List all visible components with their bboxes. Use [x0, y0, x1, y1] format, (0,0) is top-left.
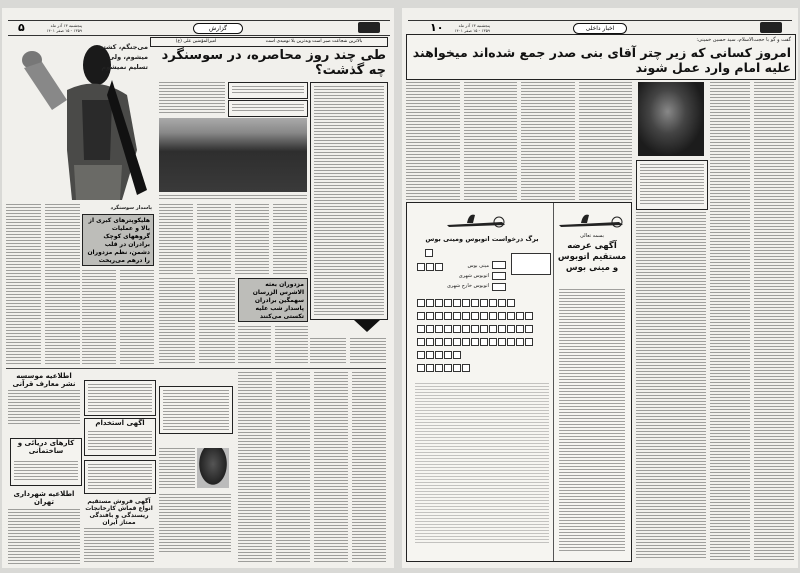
highlight-box: هلیکوپترهای کبری از بالا و عملیات گروههای کوچک برادران در قلب دشمن، نظم مزدوران را درهم می‌ریخت: [82, 214, 154, 266]
headline-box: [406, 34, 796, 80]
soldier-quote: می‌جنگم، کشته میشوم، ولی تسلیم نمیشوم: [99, 43, 148, 71]
ad-title: آگهی استخدام: [95, 419, 145, 427]
column-label: پاسدار سوسنگرد: [110, 205, 152, 211]
ad-employment: [84, 418, 156, 456]
notice-kicker: بسمه تعالی: [579, 233, 605, 239]
issue-date: پنجشنبه ۱۳ آذر ماه ۱۳۵۹ - ۱۵ صفر ۱۴۰۱: [46, 23, 82, 33]
quantity-input[interactable]: [492, 272, 506, 280]
article-text: [310, 338, 386, 364]
ad-box: [84, 380, 156, 416]
article-text: [636, 212, 706, 560]
notice-text: [559, 289, 625, 551]
quantity-input[interactable]: [492, 261, 506, 269]
article-text: [406, 82, 632, 200]
ad-box: [159, 386, 233, 434]
highlight-box: مزدوران بعثه الاشرس الزرسان سهمگین برادران پاسدار شب علیه تکستی می‌کنند: [238, 278, 308, 322]
request-grid: [417, 249, 443, 271]
ad-divider: [553, 203, 554, 561]
article-text: [159, 82, 225, 115]
ad-logo-icon: [447, 213, 507, 229]
form-box[interactable]: [425, 249, 433, 257]
section-label: گزارش: [193, 23, 243, 34]
article-text: [238, 326, 308, 364]
info-box: [228, 100, 308, 117]
newspaper-logo: [760, 22, 782, 33]
portrait-photo: [197, 448, 229, 488]
ad-title: اطلاعیه موسسه نشر معارف قرآنی: [12, 372, 76, 388]
office-use-box: [511, 253, 551, 275]
article-text: [710, 82, 794, 560]
ad-logo-icon: [559, 213, 625, 229]
notice-title: آگهی عرضه مستقیم اتوبوس و مینی بوس: [557, 241, 627, 273]
quantity-input[interactable]: [492, 283, 506, 291]
quote-text: بالاترین شجاعت صبر است وبدترین بلا نومیدی است: [265, 39, 363, 44]
article-text: [159, 448, 195, 488]
article-text: [159, 278, 235, 364]
main-headline: امروز کسانی که زیر چتر آقای بنی صدر جمع شده‌اند میخواهند علیه امام وارد عمل شوند: [412, 45, 791, 75]
option-label: اتوبوس شهری: [458, 273, 489, 279]
crowd-photo: [159, 118, 307, 192]
info-box: [228, 82, 308, 99]
main-headline: طی چند روز محاصره، در سوسنگرد چه گذشت؟: [161, 48, 386, 78]
quantity-fields: [492, 261, 506, 291]
quote-bar: [150, 37, 388, 47]
interviewee-photo: [638, 82, 704, 156]
form-box[interactable]: [435, 263, 443, 271]
article-text: [159, 204, 307, 274]
ad-textile-sale: [84, 498, 154, 564]
headline-kicker: گفت و گو با حجت‌الاسلام، سید حسین خمینی:: [696, 37, 791, 43]
bus-sale-advertisement: [406, 202, 632, 562]
applicant-fields: [417, 299, 547, 372]
ad-title: آگهی فروش مستقیم انواع قماش کارخانجات ریسندگی و بافندگی ممتاز ایران: [85, 498, 153, 526]
ad-marine-construction: [10, 438, 82, 486]
quote-source: امیرالمؤمنین علی (ع): [175, 39, 217, 44]
photo-caption: [159, 195, 307, 201]
form-box[interactable]: [426, 263, 434, 271]
form-title: برگ درخواست اتوبوس ومینی بوس: [425, 235, 539, 243]
ad-box: [84, 460, 156, 494]
article-text: [238, 372, 386, 562]
section-divider: [6, 368, 386, 369]
form-box[interactable]: [417, 263, 425, 271]
bus-type-options: [443, 261, 489, 291]
option-label: مینی بوس: [467, 263, 489, 269]
page-header: [8, 20, 390, 36]
ad-title: کارهای دریائی و ساختمانی: [17, 439, 75, 455]
newspaper-logo: [358, 22, 380, 33]
left-page: [2, 8, 394, 568]
ad-quran-notice: [8, 372, 80, 426]
ad-tehran-municipality: [8, 490, 80, 565]
article-text: [82, 270, 154, 364]
ad-title: اطلاعیه شهرداری تهران: [13, 490, 75, 506]
issue-date: پنجشنبه ۱۳ آذر ماه ۱۳۵۹ - ۱۵ صفر ۱۴۰۱: [454, 23, 490, 33]
right-page: [402, 8, 798, 568]
section-label: اخبار داخلی: [573, 23, 627, 34]
option-label: اتوبوس خارج شهری: [446, 283, 489, 289]
form-instructions: [415, 383, 549, 543]
page-number: ۱۰: [430, 21, 444, 34]
sidebar-article: [310, 82, 388, 320]
article-text: [6, 204, 80, 364]
summary-box: [636, 160, 708, 210]
page-number: ۵: [18, 21, 25, 34]
continue-arrow-icon: [354, 320, 380, 332]
article-text: [159, 494, 231, 554]
